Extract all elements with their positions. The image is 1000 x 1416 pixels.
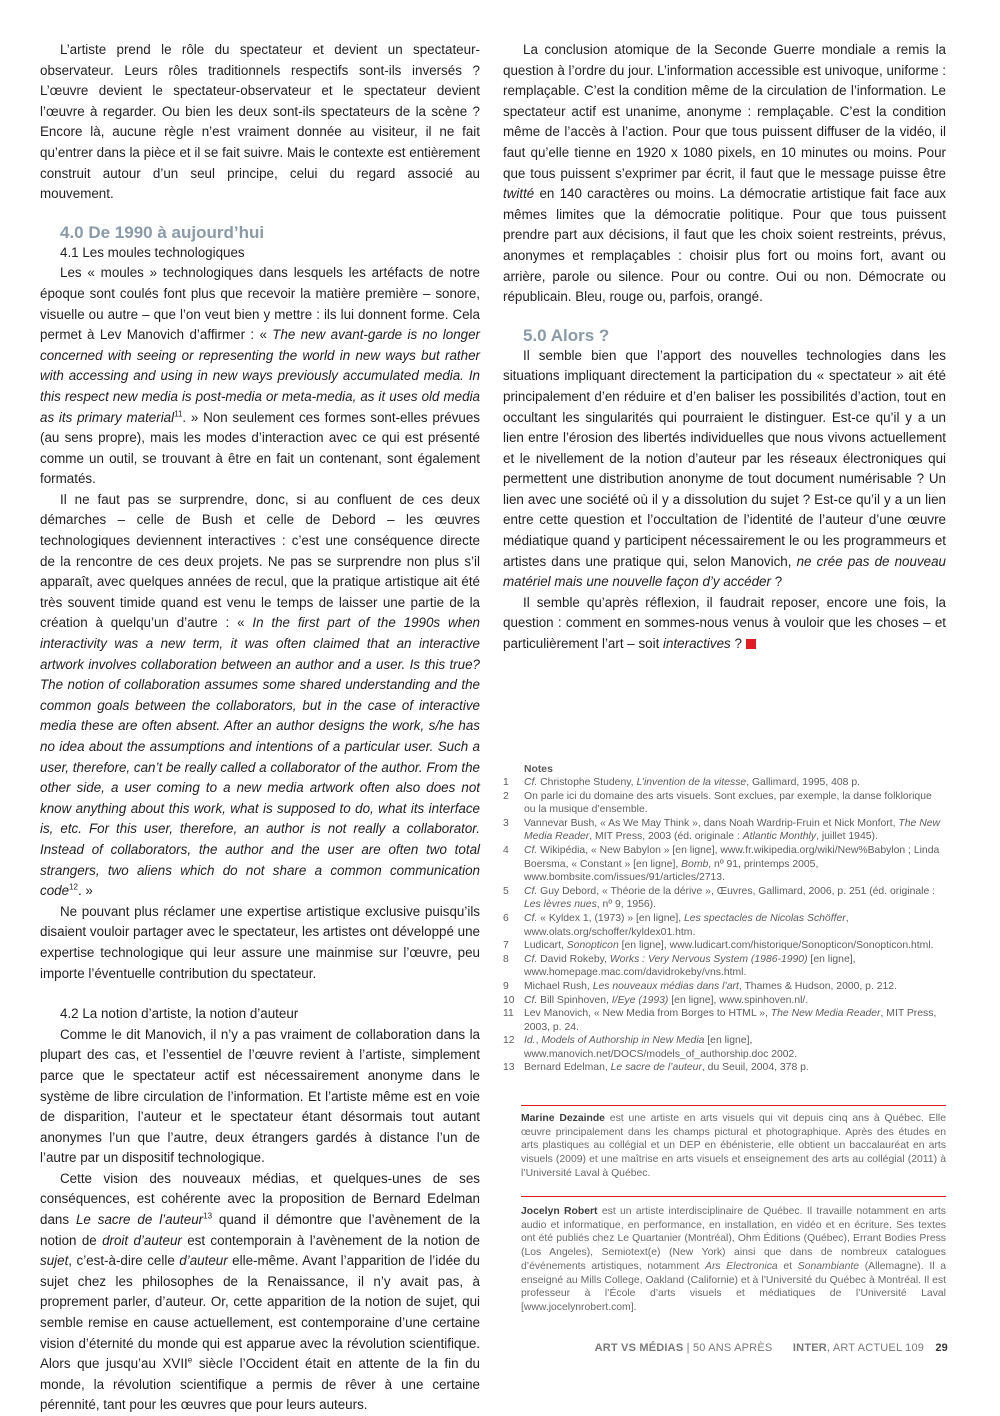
note-number: 3 [503,817,509,829]
note-text: Cf. Guy Debord, « Théorie de la dérive », Œuvres, Gallimard, 2006, p. 251 (éd. originale : Les lèvres nues, nº 9, 1956). [524,885,936,911]
bio-marine-dezainde: Marine Dezainde est une artiste en arts visuels qui vit depuis cinq ans à Québec. Elle œuvre principalement dans les champs pictural et photographique. Après des études en arts plastiques au collégial et un DEP en ébénisterie, elle obtient un baccalauréat en arts visuels (2009) et une maîtrise en arts visuels et enseignement des arts au collégial (2011) à l’Université Laval à Québec. [521,1113,946,1179]
note-number: 12 [503,1035,515,1047]
note-text: Cf. David Rokeby, Works : Very Nervous System (1986-1990) [en ligne], www.homepage.mac.com/davidrokeby/vns.html. [524,953,856,979]
paragraph-conclusion: La conclusion atomique de la Seconde Guerre mondiale a remis la question à l’ordre du jour. L’information accessible est univoque, uniforme : remplaçable. C’est la condition même de la circulation de l’information. Le spectateur actif est unanime, anonyme : remplaçable. C’est la condition même de l’accès à l’action. Pour que tous puissent diffuser de la vidéo, il faut qu’elle tienne en 1920 x 1080 pixels, en 10 minutes ou moins. Pour que tous puissent s’exprimer par écrit, il faut que le message puisse être twitté en 140 caractères ou moins. La démocratie artistique fait face aux mêmes limites que la démocratie politique. Pour que tous puissent prendre part aux décisions, il faut que les choix soient restreints, prévus, anonymes et remplaçables : choisir plus fort ou moins fort, avant ou arrière, parole ou silence. Pour ou contre. Oui ou non. Démocrate ou républicain. Bleu, rouge ou, parfois, orangé. [503,42,946,305]
notes-list [503,776,946,1075]
note-item [503,885,946,912]
note-item [503,817,946,844]
note-number: 5 [503,885,509,897]
section-5-heading: 5.0 Alors ? [523,325,610,345]
note-item [503,1061,946,1075]
note-item [503,953,946,980]
paragraph-moules: Les « moules » technologiques dans lesquels les artéfacts de notre époque sont coulés font plus que recevoir la matière première – sonore, visuelle ou autre – que l’on veut bien y mettre : ils lui donnent forme. Cela permet à Lev Manovich d’affirmer : « The new avant-garde is no longer concerned with seeing or representing the world in new ways but rather with accessing and using in new ways previously accumulated media. In this respect new media is post-media or meta-media, as it uses old media as its primary material$^{11}$. » Non seulement ces formes sont-elles prévues (au sens propre), mais les modes d’interaction avec ce qui est présenté comme un outil, se trouvant à être en fait un contenant, sont également formatés. [40,265,480,487]
note-item [503,776,946,790]
note-text: Michael Rush, Les nouveaux médias dans l’art, Thames & Hudson, 2000, p. 212. [524,980,897,992]
note-text: Cf. Christophe Studeny, L’invention de la vitesse, Gallimard, 1995, 408 p. [524,777,860,788]
notes-title: Notes [524,764,553,775]
note-number: 4 [503,844,509,856]
note-number: 1 [503,777,509,788]
note-text: Bernard Edelman, Le sacre de l’auteur, du Seuil, 2004, 378 p. [524,1062,809,1074]
note-item [503,912,946,939]
note-item [503,980,946,994]
bio-divider-2 [521,1196,946,1197]
intro-paragraph: L’artiste prend le rôle du spectateur et devient un spectateur-observateur. Leurs rôles traditionnels respectifs sont-ils inversés ? L’œuvre devient le spectateur-observateur et le spectateur devient l’œuvre à regarder. Ou bien les deux sont-ils spectateurs de la scène ? Encore là, aucune règle n’est vraiment donnée au visiteur, il ne fait qu’entrer dans la pièce et il se fait suivre. Mais le contexte est entièrement construit autour d’un seul principe, celui du regard associé au mouvement. [40,42,480,202]
note-text: Cf. Bill Spinhoven, I/Eye (1993) [en ligne], www.spinhoven.nl/. [524,994,809,1006]
note-number: 10 [503,994,515,1006]
page-footer: ART VS MÉDIAS | 50 ANS APRÈS INTER, ART ACTUEL 109 29 [594,1342,948,1354]
page-number: 29 [935,1342,948,1354]
note-number: 11 [503,1008,514,1020]
note-item [503,1034,946,1061]
right-column [503,40,946,655]
note-item [503,994,946,1008]
note-number: 8 [503,953,509,965]
paragraph-notion: Comme le dit Manovich, il n’y a pas vraiment de collaboration dans la plupart des cas, et l’essentiel de l’œuvre revient à l’artiste, simplement parce que le spectateur actif est nécessairement anonyme dans le système de libre circulation de l’information. Et l’artiste même est en voie de disparition, l’auteur et le spectateur étant désormais tout autant anonymes l’un que l’autre, deux étrangers gardés à distance l’un de l’autre par un dispositif technologique. [40,1026,480,1166]
bio-jocelyn-robert: Jocelyn Robert est un artiste interdisciplinaire de Québec. Il travaille notamment en arts audio et informatique, en performance, en installation, en vidéo et en écriture. Ses textes ont été publiés chez Le Quartanier (Montréal), Ohm Éditions (Québec), Errant Bodies Press (Los Angeles), Semiotext(e) (New York) ainsi que dans de nombreux catalogues d’événements artistiques, notamment Ars Electronica et Sonambiante (Allemagne). Il a enseigné au Mills College, Oakland (Californie) et à l’Université du Québec à Montréal. Il est professeur à l’École d’arts visuels et médiatiques de l’Université Laval [www.jocelynrobert.com]. [521,1206,946,1313]
paragraph-expertise: Ne pouvant plus réclamer une expertise artistique exclusive puisqu’ils disaient vouloir partager avec le spectateur, les artistes ont développé une expertise technologique qui leur assure une mainmise sur l’œuvre, peu importe l’éventuelle contribution du spectateur. [40,903,480,981]
paragraph-alors: Il semble bien que l’apport des nouvelles technologies dans les situations impliquant directement la participation du « spectateur » ait été principalement d’en réduire et d’en baliser les possibilités d’action, tout en occultant les singularités qui pourraient le distinguer. Est-ce qu’il y a un lien entre l’érosion des libertés individuelles que nous vivons actuellement et le nivellement de la notion d’auteur par les réseaux électroniques qui permettent une distribution anonyme de tout document numérisable ? Un lien avec une société où il y a dissolution du sujet ? Est-ce qu’il y a un lien entre cette question et l’occultation de l’identité de l’auteur d’une œuvre médiatique quand y participent nécessairement le ou les programmeurs et artistes dans une pratique qui, selon Manovich, ne crée pas de nouveau matériel mais une nouvelle façon d’y accéder ? [503,347,946,590]
note-text: On parle ici du domaine des arts visuels. Sont exclues, par exemple, la danse folklorique ou la musique d’ensemble. [524,790,932,816]
note-number: 2 [503,790,509,802]
note-text: Vannevar Bush, « As We May Think », dans Noah Wardrip-Fruin et Nick Monfort, The New Media Reader, MIT Press, 2003 (éd. originale : Atlantic Monthly, juillet 1945). [524,817,940,843]
note-item [503,790,946,817]
left-column [40,40,480,1416]
subsection-4-2-heading: 4.2 La notion d’artiste, la notion d’auteur [60,1006,299,1022]
paragraph-vision: Cette vision des nouveaux médias, et quelques-unes de ses conséquences, est cohérente avec la proposition de Bernard Edelman dans Le sacre de l’auteur$^{13}$ quand il démontre que l’avènement de la notion de droit d’auteur est contemporain à l’avènement de la notion de sujet, c’est-à-dire celle d’auteur elle-même. Avant l’apparition de l’idée du sujet chez les philosophes de la Renaissance, il n’y avait pas, à proprement parler, d’auteur. Or, cette apparition de la notion de sujet, qui semble remise en cause actuellement, est contemporaine d’une certaine vision d’éternité du monde qui est apparue avec la révolution scientifique. Alors que jusqu’au XVIIe siècle l’Occident était en attente de la fin du monde, la révolution scientifique a permis de rêver à une certaine pérennité, tant pour les œuvres que pour leurs auteurs. [40,1170,480,1413]
note-item [503,844,946,885]
paragraph-final: Il semble qu’après réflexion, il faudrait reposer, encore une fois, la question : comment en sommes-nous venus à vouloir que les choses – et particulièrement l’art – soit interactives ? [503,594,946,652]
note-text: Cf. Wikipédia, « New Babylon » [en ligne], www.fr.wikipedia.org/wiki/New%Babylon ; Linda Boersma, « Constant » [en ligne], Bomb, nº 91, printemps 2005, www.bombsite.com/issues/91/articles/2713. [524,844,940,884]
note-item [503,939,946,953]
bio-divider-1 [521,1105,946,1106]
section-4-heading: 4.0 De 1990 à aujourd’hui [60,222,265,242]
note-text: Lev Manovich, « New Media from Borges to HTML », The New Media Reader, MIT Press, 2003, p. 24. [524,1008,937,1033]
end-mark-icon [746,639,756,649]
notes-section [503,764,946,1075]
paragraph-surprendre: Il ne faut pas se surprendre, donc, si au confluent de ces deux démarches – celle de Bush et celle de Debord – les œuvres technologiques deviennent interactives : c’est une conséquence directe de la rencontre de ces deux projets. Ne pas se surprendre non plus s’il apparaît, avec quelques années de recul, que la pratique artistique ait été très souvent timide quand est venu le temps de laisser une partie de la création à quelqu’un d’autre : « In the first part of the 1990s when interactivity was a new term, it was often claimed that an interactive artwork involves collaboration between an author and a user. Is this true? The notion of collaboration assumes some shared understanding and the common goals between the collaborators, but in the case of interactive media these are often absent. After an author designs the work, s/he has no idea about the assumptions and intentions of a particular user. Such a user, therefore, can’t be really called a collaborator of the author. From the other side, a user coming to a new media artwork often also does not know anything about this work, what is supposed to do, what its interface is, etc. For this user, therefore, an author is not really a collaborator. Instead of collaborators, the author and the user are often two total strangers, two aliens which do not share a common communication code$^{12}$. » [40,491,480,899]
note-number: 13 [503,1062,515,1074]
note-text: Ludicart, Sonopticon [en ligne], www.ludicart.com/historique/Sonopticon/Sonopticon.html. [524,940,934,952]
note-number: 7 [503,940,509,952]
note-text: Id., Models of Authorship in New Media [en ligne], www.manovich.net/DOCS/models_of_authorship.doc 2002. [524,1035,798,1060]
note-number: 6 [503,912,509,924]
note-item [503,1007,946,1034]
note-number: 9 [503,980,509,992]
subsection-4-1-heading: 4.1 Les moules technologiques [60,244,245,260]
note-text: Cf. « Kyldex 1, (1973) » [en ligne], Les spectacles de Nicolas Schöffer, www.olats.org/schoffer/kyldex01.htm. [524,912,849,938]
